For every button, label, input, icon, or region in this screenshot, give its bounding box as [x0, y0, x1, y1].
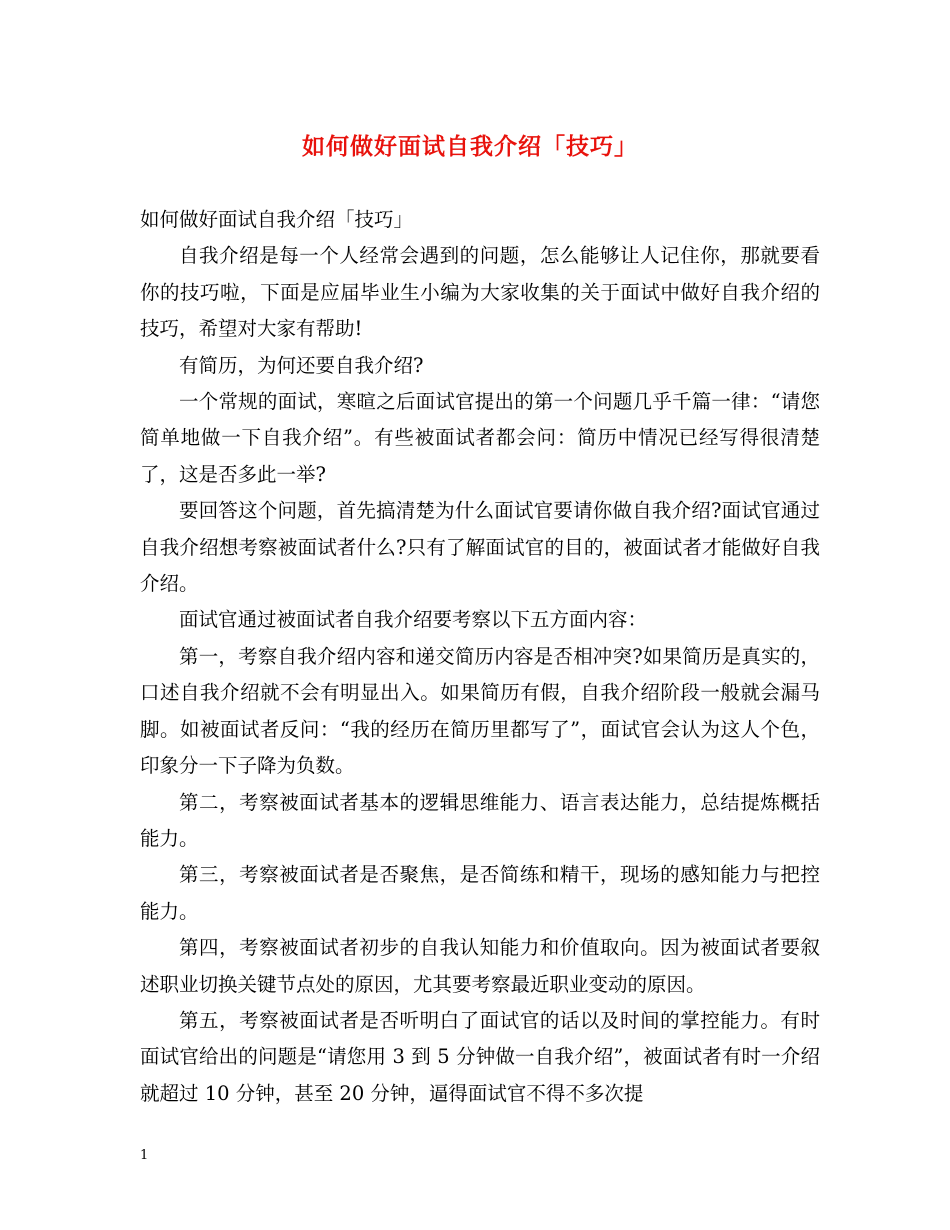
page-number: 1 — [140, 1148, 149, 1163]
document-body — [140, 202, 820, 1112]
body-paragraph: 第二，考察被面试者基本的逻辑思维能力、语言表达能力，总结提炼概括能力。 — [140, 790, 820, 850]
document-title: 如何做好面试自我介绍「技巧」 — [302, 133, 638, 160]
body-paragraph: 面试官通过被面试者自我介绍要考察以下五方面内容： — [179, 608, 648, 632]
body-paragraph: 自我介绍是每一个人经常会遇到的问题，怎么能够让人记住你，那就要看你的技巧啦，下面是应届毕业生小编为大家收集的关于面试中做好自我介绍的技巧，希望对大家有帮助! — [140, 244, 820, 341]
body-paragraph: 第五，考察被面试者是否听明白了面试官的话以及时间的掌控能力。有时面试官给出的问题是“请您用 3 到 5 分钟做一自我介绍”，被面试者有时一介绍就超过 10 分钟，甚至 20 分钟，逼得面试官不得不多次提 — [140, 1008, 820, 1105]
body-paragraph: 要回答这个问题，首先搞清楚为什么面试官要请你做自我介绍?面试官通过自我介绍想考察被面试者什么?只有了解面试官的目的，被面试者才能做好自我介绍。 — [140, 499, 820, 596]
body-paragraph-heading: 如何做好面试自我介绍「技巧」 — [140, 208, 414, 231]
body-paragraph: 第三，考察被面试者是否聚焦，是否简练和精干，现场的感知能力与把控能力。 — [140, 863, 820, 923]
body-paragraph: 第四，考察被面试者初步的自我认知能力和价值取向。因为被面试者要叙述职业切换关键节点处的原因，尤其要考察最近职业变动的原因。 — [140, 936, 820, 996]
body-paragraph: 第一，考察自我介绍内容和递交简历内容是否相冲突?如果简历是真实的，口述自我介绍就不会有明显出入。如果简历有假，自我介绍阶段一般就会漏马脚。如被面试者反问：“我的经历在简历里都写了”，面试官会认为这人个色，印象分一下子降为负数。 — [140, 644, 820, 778]
body-paragraph: 有简历，为何还要自我介绍? — [179, 353, 424, 377]
body-paragraph: 一个常规的面试，寒暄之后面试官提出的第一个问题几乎千篇一律：“请您简单地做一下自我介绍”。有些被面试者都会问：简历中情况已经写得很清楚了，这是否多此一举? — [140, 390, 820, 486]
